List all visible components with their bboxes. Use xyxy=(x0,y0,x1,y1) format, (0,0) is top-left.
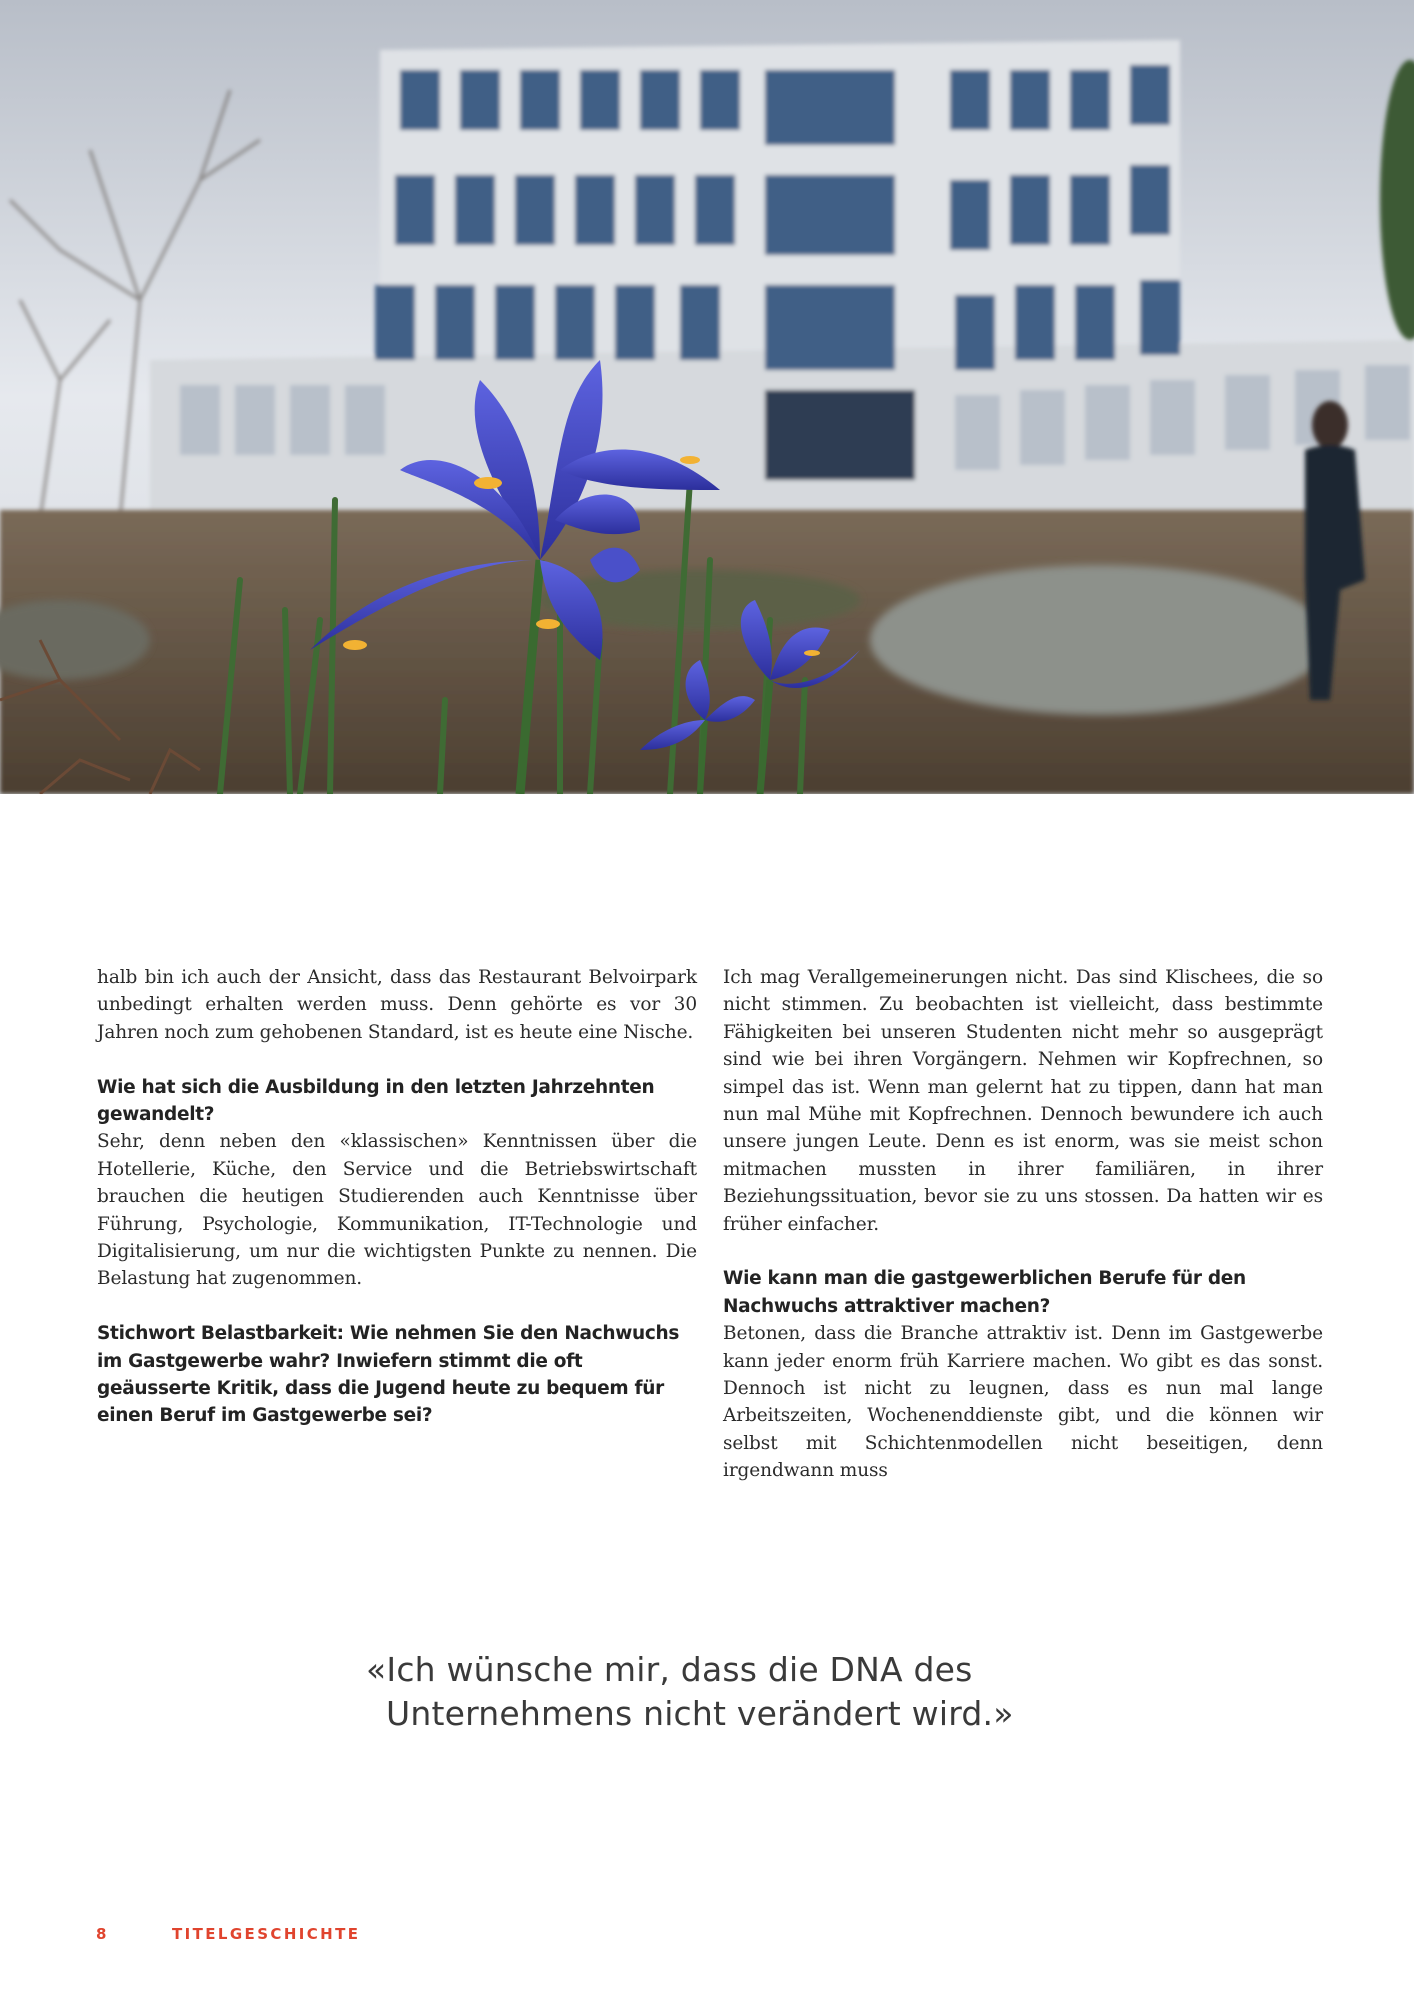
shrub xyxy=(870,565,1330,715)
paragraph: Betonen, dass die Branche attraktiv ist. Denn im Gastgewerbe kann jeder enorm früh Karriere machen. Wo gibt es das sonst. Dennoch ist nicht zu leugnen, dass es nun mal lange Arbeitszeiten, Wochenenddienste gibt, und die können wir selbst mit Schichtenmodellen nicht beseitigen, denn irgendwann muss xyxy=(723,1323,1323,1482)
hero-photo-illustration xyxy=(0,0,1414,794)
pull-quote-line-1: «Ich wünsche mir, dass die DNA des xyxy=(366,1650,973,1689)
paragraph: halb bin ich auch der Ansicht, dass das Restaurant Belvoirpark unbedingt erhalten werden muss. Denn gehörte es vor 30 Jahren noch zum gehobenen Standard, ist es heute eine Nische. xyxy=(97,967,697,1043)
paragraph: Ich mag Verallgemeinerungen nicht. Das sind Klischees, die so nicht stimmen. Zu beobachten ist vielleicht, dass bestimmte Fähigkeiten bei unseren Studenten nicht mehr so ausgeprägt sind wie bei ihren Vorgängern. Nehmen wir Kopfrechnen, so simpel das ist. Wenn man gelernt hat zu tippen, dann hat man nun mal Mühe mit Kopfrechnen. Dennoch bewundere ich auch unsere jungen Leute. Denn es ist enorm, was sie meist schon mitmachen mussten in ihrer familiären, in ihrer Beziehungssituation, bevor sie zu uns stossen. Da hatten wir es früher einfacher. xyxy=(723,967,1323,1235)
article-column-right xyxy=(723,964,1323,1485)
interview-question: Wie kann man die gastgewerblichen Berufe für den Nachwuchs attraktiver machen? xyxy=(723,1268,1246,1317)
paragraph: Sehr, denn neben den «klassischen» Kenntnissen über die Hotellerie, Küche, den Service und die Betriebswirtschaft brauchen die heutigen Studierenden auch Kenntnisse über Führung, Psychologie, Kommunikation, IT-Technologie und Digitalisierung, um nur die wichtigsten Punkte zu nennen. Die Belastung hat zugenommen. xyxy=(97,1131,697,1290)
interview-question: Wie hat sich die Ausbildung in den letzten Jahrzehnten gewandelt? xyxy=(97,1076,655,1126)
pull-quote-line-2: Unternehmens nicht verändert wird.» xyxy=(386,1694,1014,1733)
article-column-left xyxy=(97,964,697,1430)
pull-quote xyxy=(366,1648,1086,1736)
hero-photo xyxy=(0,0,1414,794)
page-number: 8 xyxy=(96,1925,109,1943)
section-label: TITELGESCHICHTE xyxy=(172,1925,361,1943)
interview-question: Stichwort Belastbarkeit: Wie nehmen Sie den Nachwuchs im Gastgewerbe wahr? Inwiefern stimmt die oft geäusserte Kritik, dass die Jugend heute zu bequem für einen Beruf im Gastgewerbe sei? xyxy=(97,1323,680,1427)
